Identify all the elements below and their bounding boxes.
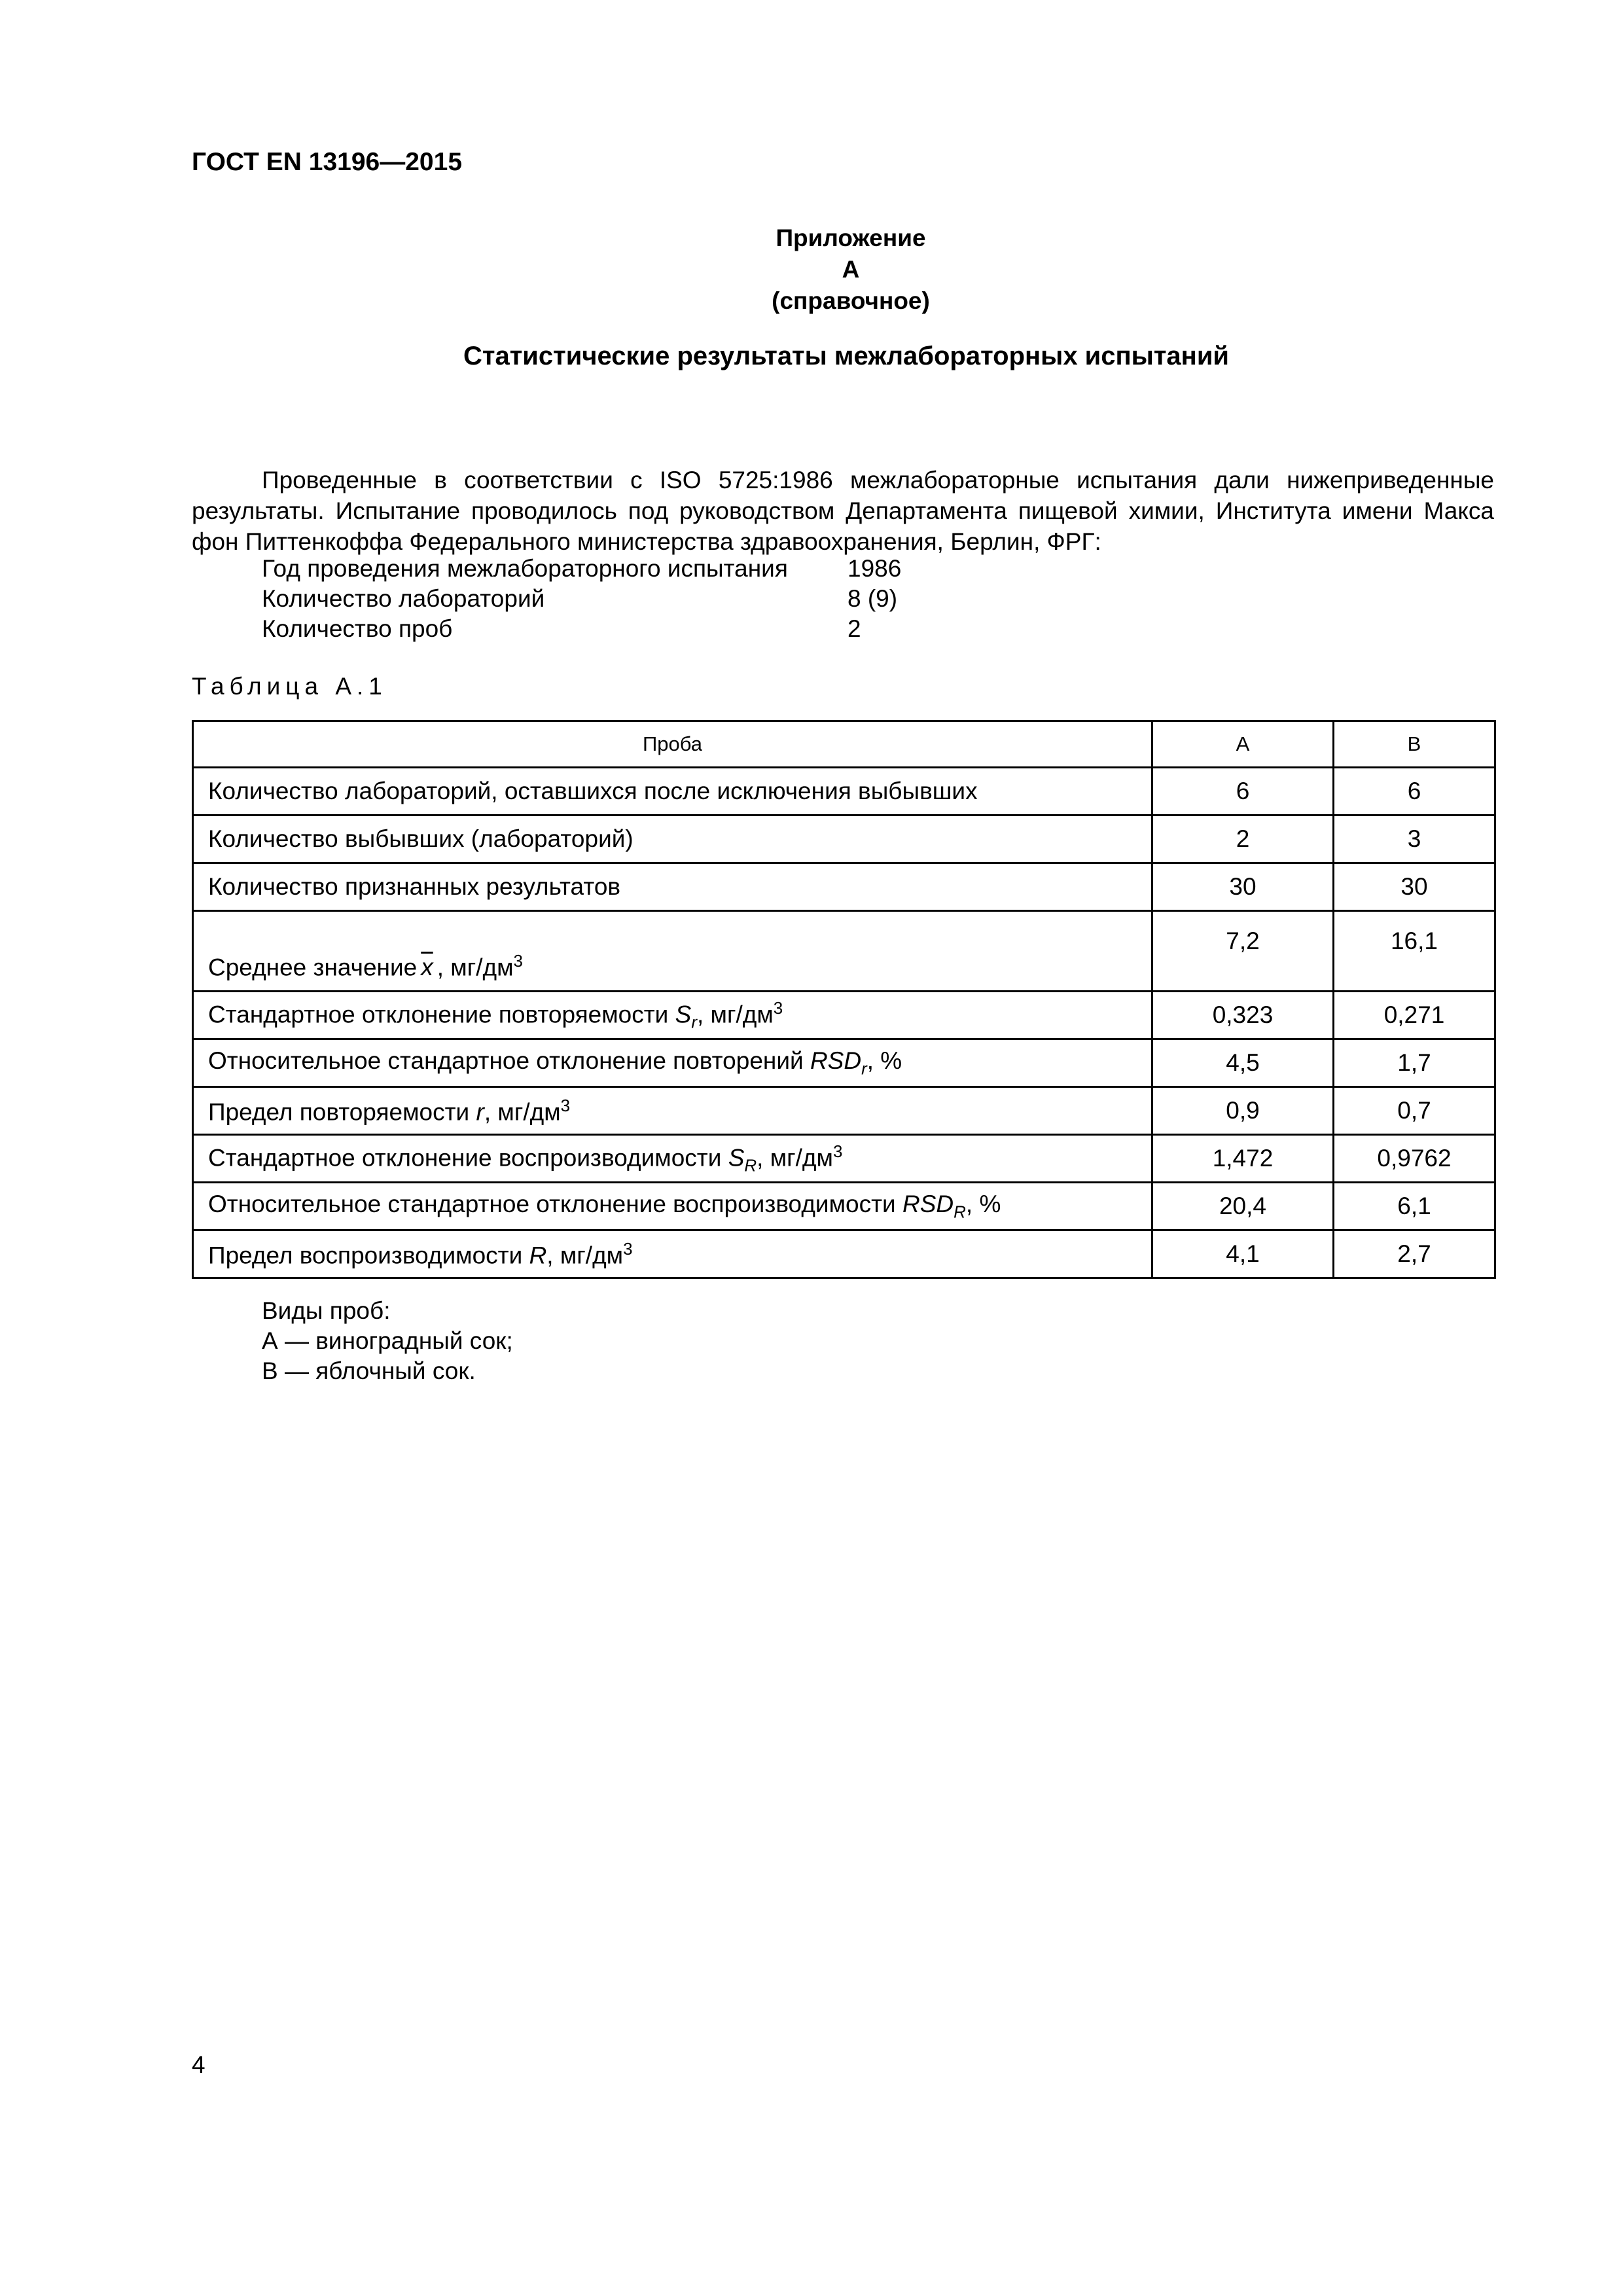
table-row: [193, 1039, 1495, 1087]
mean-symbol: $\overline{x}$: [421, 954, 433, 980]
symbol: S: [728, 1143, 745, 1171]
row-label: [193, 1230, 1152, 1278]
value-a: 30: [1152, 863, 1334, 911]
table-row: [193, 1230, 1495, 1278]
annex-title: Приложение А: [776, 224, 926, 283]
sample-notes: [262, 1296, 513, 1386]
value-a: 6: [1152, 768, 1334, 816]
unit-exponent: 3: [623, 1238, 633, 1259]
symbol-subscript: R: [954, 1202, 966, 1222]
param-value: 2: [847, 615, 861, 642]
label-text: Относительное стандартное отклонение повторений: [208, 1047, 810, 1074]
label-unit: , мг/дм: [757, 1143, 833, 1171]
param-label: Количество проб: [262, 615, 453, 642]
value-b: 16,1: [1334, 911, 1495, 992]
value-a: 2: [1152, 816, 1334, 863]
section-title: Статистические результаты межлабораторных испытаний: [463, 342, 1230, 370]
row-label: [193, 1087, 1152, 1135]
annex-heading: [766, 223, 936, 317]
value-a: 20,4: [1152, 1183, 1334, 1230]
row-label: Количество выбывших (лабораторий): [193, 816, 1152, 863]
value-a: 1,472: [1152, 1135, 1334, 1183]
row-label: Количество признанных результатов: [193, 863, 1152, 911]
label-unit: , мг/дм: [546, 1242, 624, 1269]
label-unit: , %: [866, 1047, 902, 1074]
table-row: [193, 768, 1495, 816]
notes-title: Виды проб:: [262, 1297, 391, 1324]
page-number: 4: [192, 2051, 205, 2078]
table-row: [193, 992, 1495, 1039]
value-b: 3: [1334, 816, 1495, 863]
param-value: 8 (9): [847, 585, 898, 612]
unit-exponent: 3: [513, 950, 523, 971]
value-b: 6: [1334, 768, 1495, 816]
value-b: 0,7: [1334, 1087, 1495, 1135]
table-row: [193, 1087, 1495, 1135]
symbol: r: [476, 1098, 484, 1126]
label-text: Среднее значение: [208, 954, 418, 980]
row-label: [193, 1135, 1152, 1183]
param-label: Количество лабораторий: [262, 585, 545, 612]
note-item: А — виноградный сок;: [262, 1327, 513, 1354]
table-caption: Таблица А.1: [192, 673, 387, 700]
row-label: [193, 992, 1152, 1039]
label-text: Стандартное отклонение повторяемости: [208, 1000, 675, 1028]
value-b: 1,7: [1334, 1039, 1495, 1087]
param-row: [262, 554, 901, 584]
symbol-subscript: r: [691, 1012, 697, 1032]
unit-exponent: 3: [832, 1141, 843, 1161]
param-row: [262, 614, 901, 644]
unit-exponent: 3: [560, 1095, 571, 1115]
annex-type: (справочное): [772, 287, 930, 314]
table-row: [193, 863, 1495, 911]
value-b: 0,9762: [1334, 1135, 1495, 1183]
label-text: Относительное стандартное отклонение воспроизводимости: [208, 1190, 902, 1217]
intro-paragraph: Проведенные в соответствии с ISO 5725:1986 межлабораторные испытания дали нижеприведенные результаты. Испытание проводилось под руководством Департамента пищевой химии, Института имени Макса фон Питтенкоффа Федерального министерства здравоохранения, Берлин, ФРГ:: [192, 467, 1494, 555]
value-b: 0,271: [1334, 992, 1495, 1039]
symbol-subscript: r: [861, 1058, 867, 1079]
symbol: R: [529, 1242, 547, 1269]
row-label: [193, 911, 1152, 992]
label-unit: , мг/дм: [437, 954, 514, 980]
value-b: 6,1: [1334, 1183, 1495, 1230]
row-label: [193, 1039, 1152, 1087]
row-label: Количество лабораторий, оставшихся после исключения выбывших: [193, 768, 1152, 816]
value-a: 4,5: [1152, 1039, 1334, 1087]
label-unit: , %: [965, 1190, 1001, 1217]
note-item: В — яблочный сок.: [262, 1357, 476, 1384]
value-b: 2,7: [1334, 1230, 1495, 1278]
param-label: Год проведения межлабораторного испытания: [262, 555, 788, 582]
label-unit: , мг/дм: [484, 1098, 561, 1126]
results-table: [192, 720, 1496, 1279]
label-text: Стандартное отклонение воспроизводимости: [208, 1143, 728, 1171]
table-header-row: [193, 721, 1495, 768]
label-text: Предел повторяемости: [208, 1098, 476, 1126]
value-a: 0,9: [1152, 1087, 1334, 1135]
symbol: RSD: [810, 1047, 862, 1074]
table-row: [193, 1135, 1495, 1183]
header-sample: Проба: [193, 721, 1152, 768]
symbol-subscript: R: [744, 1155, 757, 1175]
value-a: 4,1: [1152, 1230, 1334, 1278]
symbol: S: [675, 1000, 692, 1028]
standard-header: ГОСТ EN 13196—2015: [192, 148, 463, 176]
symbol: RSD: [902, 1190, 954, 1217]
value-b: 30: [1334, 863, 1495, 911]
unit-exponent: 3: [773, 997, 783, 1018]
param-row: [262, 584, 901, 614]
test-parameters: [262, 554, 901, 644]
value-a: 0,323: [1152, 992, 1334, 1039]
row-label: [193, 1183, 1152, 1230]
table-row: [193, 1183, 1495, 1230]
param-value: 1986: [847, 555, 902, 582]
header-a: A: [1152, 721, 1334, 768]
table-row: [193, 816, 1495, 863]
value-a: 7,2: [1152, 911, 1334, 992]
header-b: B: [1334, 721, 1495, 768]
table-row: [193, 911, 1495, 992]
label-text: Предел воспроизводимости: [208, 1242, 529, 1269]
label-unit: , мг/дм: [696, 1000, 774, 1028]
